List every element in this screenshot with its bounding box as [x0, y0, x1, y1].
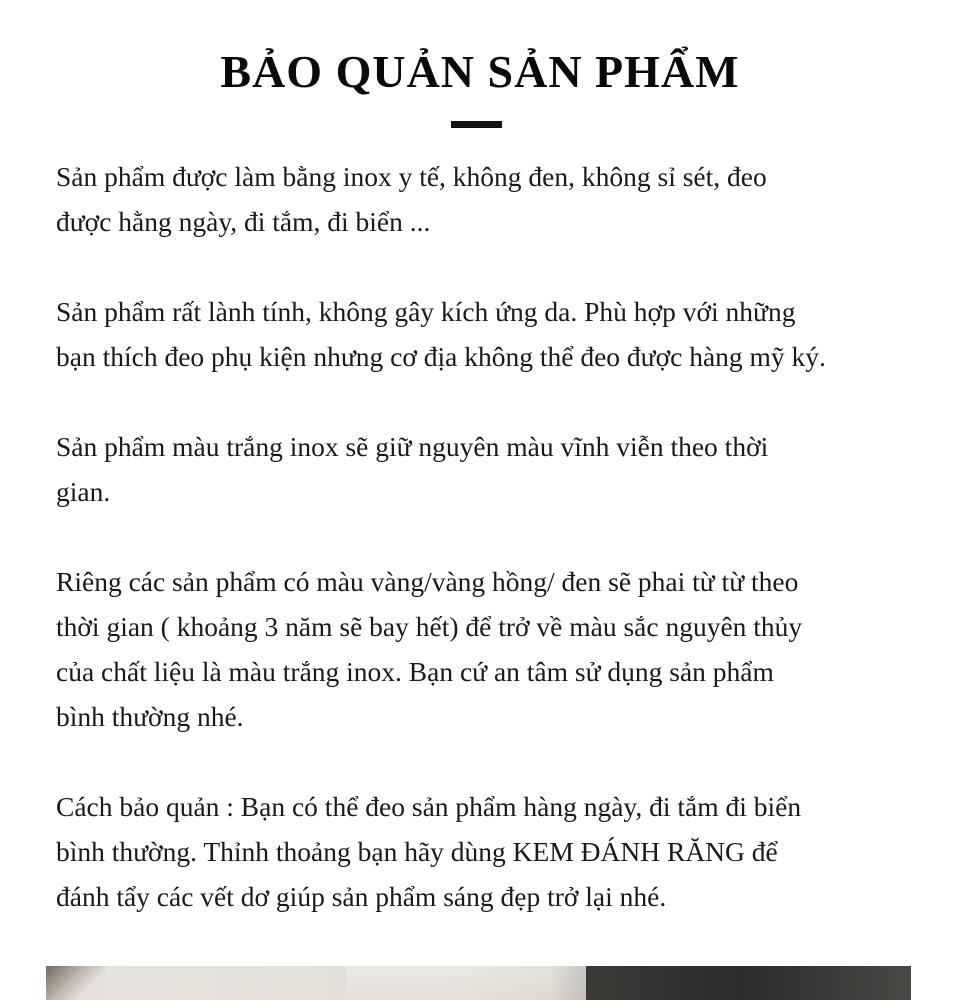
photo-highlight	[346, 966, 586, 1000]
paragraph-skin-safe	[56, 289, 936, 379]
paragraph-care-method	[56, 784, 936, 919]
paragraph-line: bình thường. Thỉnh thoảng bạn hãy dùng KEM ĐÁNH RĂNG để	[56, 836, 778, 867]
paragraph-line: Sản phẩm rất lành tính, không gây kích ứng da. Phù hợp với những	[56, 296, 796, 327]
paragraph-line: Sản phẩm được làm bằng inox y tế, không đen, không sỉ sét, đeo	[56, 161, 767, 192]
paragraph-line: bạn thích đeo phụ kiện nhưng cơ địa không thể đeo được hàng mỹ ký.	[56, 341, 826, 372]
paragraph-line: Riêng các sản phẩm có màu vàng/vàng hồng/ đen sẽ phai từ từ theo	[56, 566, 799, 597]
title-underline-divider	[451, 121, 502, 128]
paragraph-line: được hằng ngày, đi tắm, đi biển ...	[56, 206, 431, 237]
paragraph-material	[56, 154, 936, 244]
paragraph-line: thời gian ( khoảng 3 năm sẽ bay hết) để trở về màu sắc nguyên thủy	[56, 611, 803, 642]
paragraph-white-color	[56, 424, 936, 514]
photo-fabric-fold	[46, 966, 106, 1000]
paragraph-plated-colors	[56, 559, 936, 739]
paragraph-line: đánh tẩy các vết dơ giúp sản phẩm sáng đẹp trở lại nhé.	[56, 881, 667, 912]
paragraph-line: bình thường nhé.	[56, 701, 244, 732]
care-instructions-body	[56, 154, 936, 964]
paragraph-line: của chất liệu là màu trắng inox. Bạn cứ an tâm sử dụng sản phẩm	[56, 656, 774, 687]
paragraph-line: gian.	[56, 476, 111, 507]
paragraph-line: Cách bảo quản : Bạn có thể đeo sản phẩm hàng ngày, đi tắm đi biển	[56, 791, 802, 822]
page-title: BẢO QUẢN SẢN PHẨM	[220, 46, 740, 97]
product-photo	[46, 966, 911, 1000]
paragraph-line: Sản phẩm màu trắng inox sẽ giữ nguyên màu vĩnh viễn theo thời	[56, 431, 769, 462]
